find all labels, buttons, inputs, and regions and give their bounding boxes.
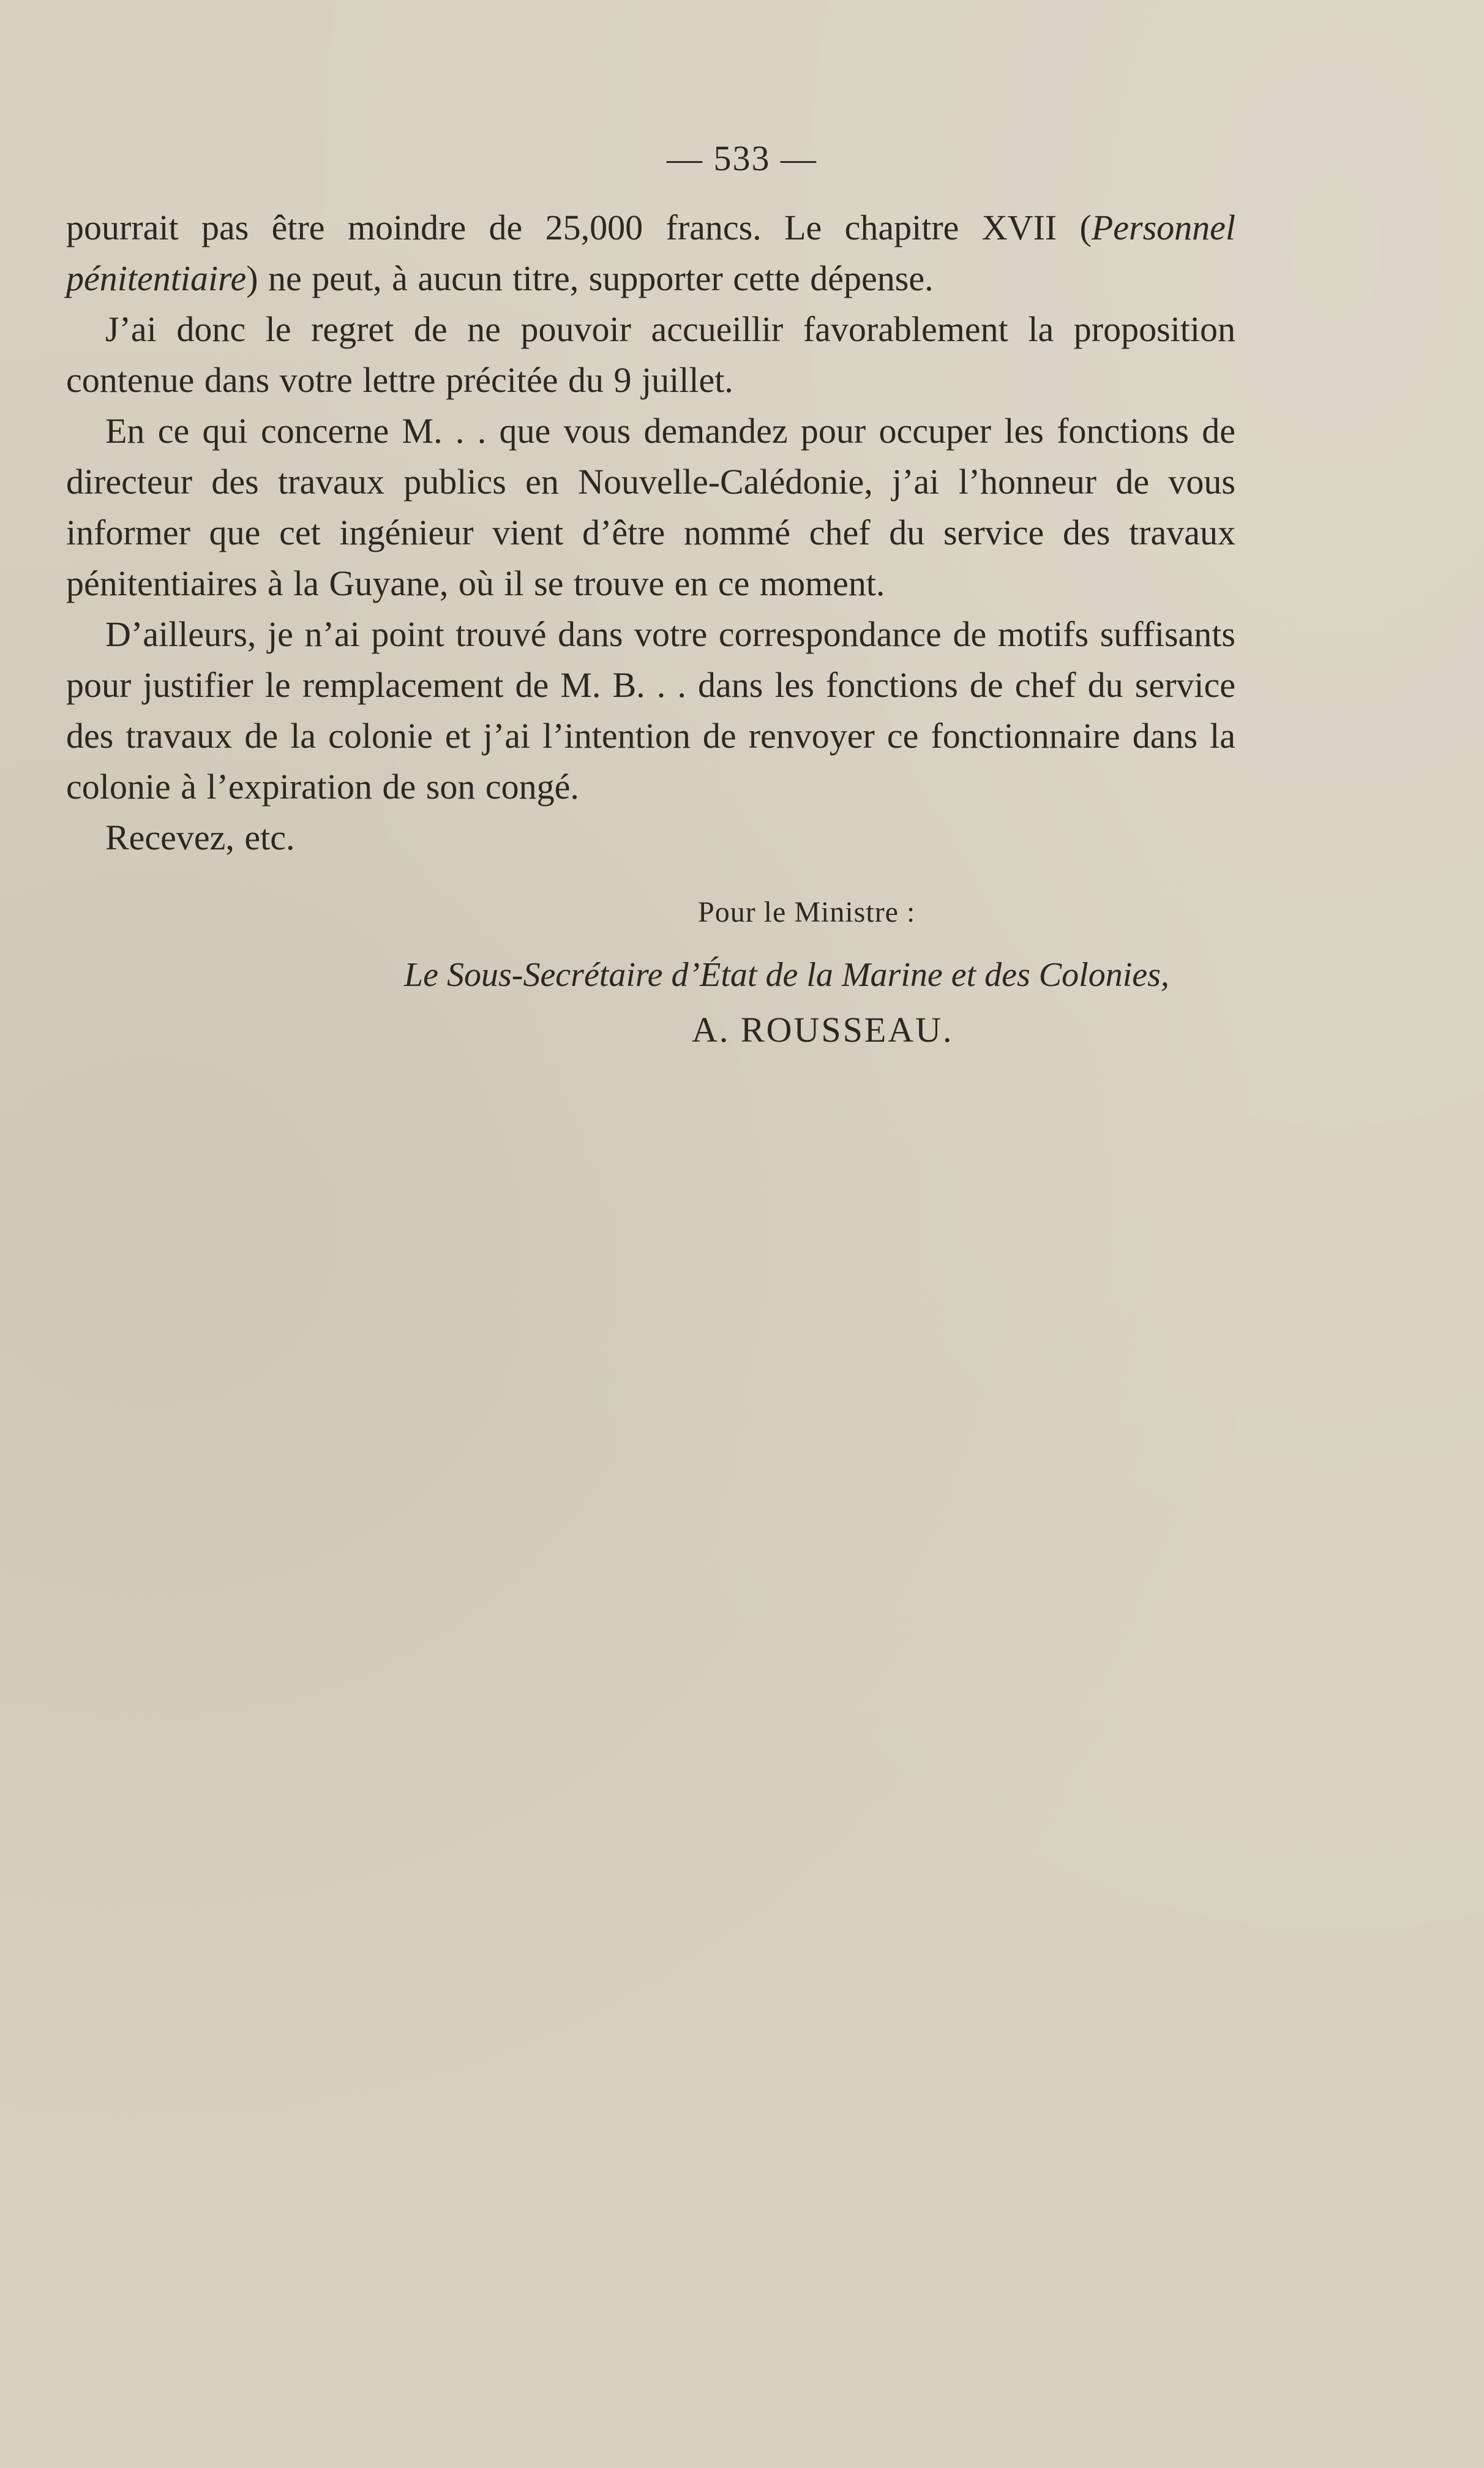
signature-name: A. ROUSSEAU. [692,1010,954,1050]
signature-intro: Pour le Ministre : [698,896,916,928]
paragraph-1-italic: Personnel pénitentiaire [66,208,1235,298]
paragraph-2: J’ai donc le regret de ne pouvoir accueillir favorablement la proposition contenue dans votre lettre précitée du 9 juillet. [66,309,1235,400]
closing-formula: Recevez, etc. [105,818,295,857]
paragraph-1-part-1: pourrait pas être moindre de 25,000 francs. Le chapitre XVII ( [66,208,1092,247]
body-text [66,202,1235,863]
paragraph-1 [66,202,1235,304]
signature-title: Le Sous-Secrétaire d’État de la Marine et des Colonies, [404,956,1169,994]
paragraph-4: D’ailleurs, je n’ai point trouvé dans votre correspondance de motifs suffisants pour justifier le remplacement de M. B. . . dans les fonctions de chef du service des travaux de la colonie et j’ai l’intention de renvoyer ce fonctionnaire dans la colonie à l’expiration de son congé. [66,614,1235,807]
paragraph-1-part-2: ) ne peut, à aucun titre, supporter cette dépense. [246,258,934,298]
page-number: — 533 — [667,138,817,178]
paragraph-3: En ce qui concerne M. . . que vous demandez pour occuper les fonctions de directeur des travaux publics en Nouvelle-Calédonie, j’ai l’honneur de vous informer que cet ingénieur vient d’être nommé chef du service des travaux pénitentiaires à la Guyane, où il se trouve en ce moment. [66,411,1235,603]
